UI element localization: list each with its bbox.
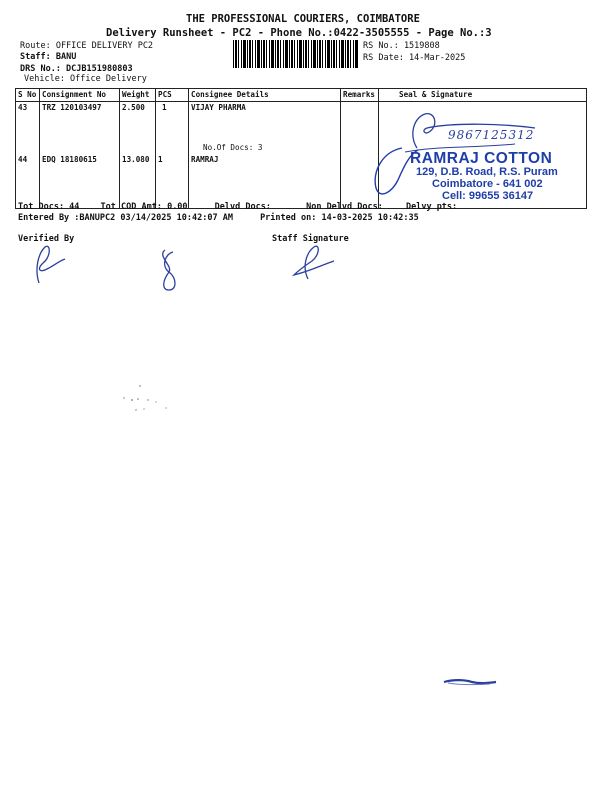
consignee-name: VIJAY PHARMA xyxy=(191,103,246,112)
barcode xyxy=(233,40,358,68)
col-sno: S No xyxy=(16,89,40,102)
stamp-name: RAMRAJ COTTON xyxy=(410,150,553,167)
table-header-row xyxy=(16,89,587,102)
delvd-docs: Delvd Docs: xyxy=(214,202,271,212)
route-text: Route: OFFICE DELIVERY PC2 xyxy=(20,41,154,51)
row-weight: 13.080 xyxy=(120,154,156,209)
staff-value: BANU xyxy=(55,52,77,62)
col-consignee: Consignee Details xyxy=(189,89,341,102)
col-seal-signature: Seal & Signature xyxy=(379,89,587,102)
stamp-phone: Cell: 99655 36147 xyxy=(442,190,534,202)
stamp-city: Coimbatore - 641 002 xyxy=(432,178,543,190)
verified-signature-2 xyxy=(155,246,185,294)
staff-signature xyxy=(290,243,340,283)
stamp-address: 129, D.B. Road, R.S. Puram xyxy=(416,166,558,178)
row-sno: 43 xyxy=(16,102,40,155)
staff-line xyxy=(20,52,76,62)
row-pcs: 1 xyxy=(156,102,189,155)
entered-by: Entered By :BANUPC2 03/14/2025 10:42:07 AM xyxy=(18,213,233,223)
scan-specks xyxy=(110,382,180,416)
verified-by-label: Verified By xyxy=(18,234,75,244)
row-pcs: 1 xyxy=(156,154,189,209)
col-pcs: PCS xyxy=(156,89,189,102)
tot-docs: Tot Docs: 44 xyxy=(18,202,80,212)
staff-signature-label: Staff Signature xyxy=(272,234,349,244)
vehicle-text: Vehicle: Office Delivery xyxy=(24,74,147,84)
row-sno: 44 xyxy=(16,154,40,209)
drs-number: DRS No.: DCJB151980803 xyxy=(20,64,133,74)
footer-line xyxy=(18,213,419,223)
row-consignment: EDQ 18180615 xyxy=(40,154,120,209)
company-stamp xyxy=(372,150,582,205)
delvy-pts: Delvy pts: xyxy=(405,202,458,212)
col-consignment: Consignment No xyxy=(40,89,120,102)
runsheet-subtitle: Delivery Runsheet - PC2 - Phone No.:0422-3505555 - Page No.:3 xyxy=(106,27,492,39)
staff-label: Staff: xyxy=(20,52,51,62)
handwritten-phone: 9867125312 xyxy=(448,128,535,142)
printed-on: Printed on: 14-03-2025 10:42:35 xyxy=(260,213,419,223)
totals-line xyxy=(18,202,457,212)
non-delvd-docs: Non Delvd Docs: xyxy=(306,202,383,212)
col-remarks: Remarks xyxy=(341,89,379,102)
row-consignment: TRZ 120103497 xyxy=(40,102,120,155)
verified-signature xyxy=(25,243,70,285)
row-consignee: RAMRAJ xyxy=(189,154,341,209)
rs-date: RS Date: 14-Mar-2025 xyxy=(363,53,466,63)
ink-smudge xyxy=(440,676,500,688)
row-weight: 2.500 xyxy=(120,102,156,155)
row-consignee xyxy=(189,102,341,155)
company-title: THE PROFESSIONAL COURIERS, COIMBATORE xyxy=(186,13,420,25)
col-weight: Weight xyxy=(120,89,156,102)
tot-cod: Tot COD Amt: 0.00 xyxy=(100,202,188,212)
docs-count: No.Of Docs: 3 xyxy=(203,143,263,152)
rs-number: RS No.: 1519808 xyxy=(363,41,440,51)
